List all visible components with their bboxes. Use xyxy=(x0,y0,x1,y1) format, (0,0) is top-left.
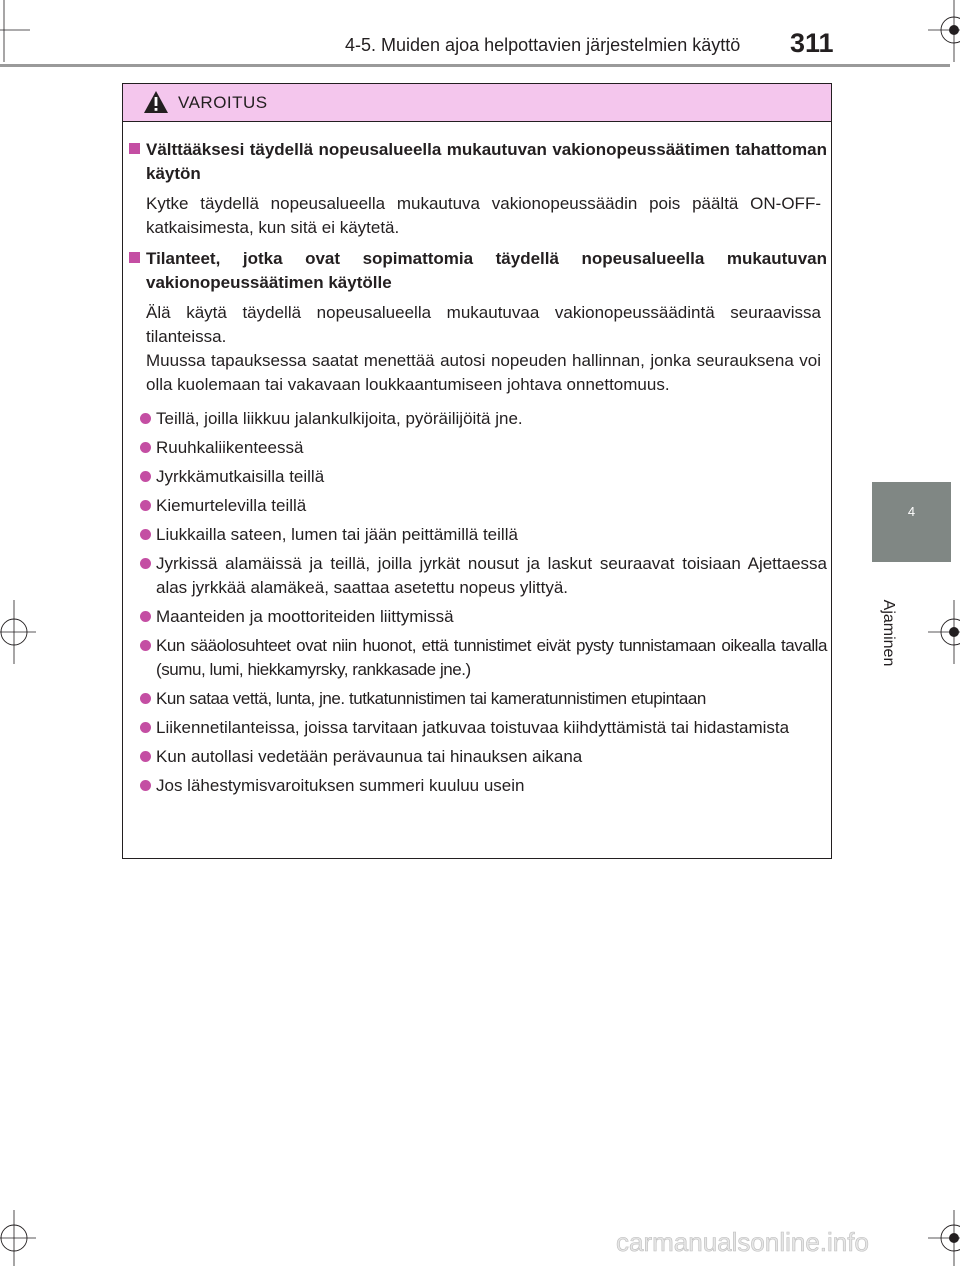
circle-bullet-icon xyxy=(140,774,154,798)
list-item-text: Jyrkkämutkaisilla teillä xyxy=(156,467,325,486)
list-item-text: Kiemurtelevilla teillä xyxy=(156,496,307,515)
section-body xyxy=(129,301,827,397)
crop-mark-bottom-left xyxy=(0,1210,36,1266)
circle-bullet-icon xyxy=(140,716,154,740)
list-item xyxy=(140,716,827,740)
chapter-tab xyxy=(872,482,951,562)
list-item-text: Jyrkissä alamäissä ja teillä, joilla jyrkät nousut ja laskut seuraavat toisiaan Ajettaessa alas jyrkkää alamäkeä, saattaa asetettu nopeus ylittyä. xyxy=(156,554,827,597)
header-section-title: 4-5. Muiden ajoa helpottavien järjestelmien käyttö xyxy=(345,35,741,55)
crop-mark-mid-right xyxy=(928,600,960,664)
section-body xyxy=(129,192,827,240)
section-paragraph: Muussa tapauksessa saatat menettää autosi nopeuden hallinnan, jonka seurauksena voi olla kuolemaan tai vakavaan loukkaantumiseen johtava onnettomuus. xyxy=(146,351,821,394)
square-bullet-icon xyxy=(129,138,142,186)
list-item xyxy=(140,605,827,629)
section-paragraph: Kytke täydellä nopeusalueella mukautuva vakionopeussäädin pois päältä ON-OFF-katkaisimesta, kun sitä ei käytetä. xyxy=(146,194,821,237)
list-item xyxy=(140,407,827,431)
list-item-text: Liikennetilanteissa, joissa tarvitaan jatkuvaa toistuvaa kiihdyttämistä tai hidastamista xyxy=(156,718,790,737)
circle-bullet-icon xyxy=(140,494,154,518)
circle-bullet-icon xyxy=(140,634,154,682)
watermark-logo xyxy=(616,1226,946,1258)
circle-bullet-icon xyxy=(140,523,154,547)
list-item xyxy=(140,774,827,798)
circle-bullet-icon xyxy=(140,687,154,711)
circle-bullet-icon xyxy=(140,605,154,629)
warning-section xyxy=(129,138,827,240)
warning-section xyxy=(129,247,827,798)
warning-content xyxy=(129,138,827,805)
list-item-text: Kun sääolosuhteet ovat niin huonot, että tunnistimet eivät pysty tunnistamaan oikealla tavalla (sumu, lumi, hiekkamyrsky, rankkasade jne.) xyxy=(156,636,827,679)
square-bullet-icon xyxy=(129,247,142,295)
page-number: 311 xyxy=(790,28,834,58)
crop-mark-mid-left xyxy=(0,600,36,664)
list-item-text: Maanteiden ja moottoriteiden liittymissä xyxy=(156,607,454,626)
list-item xyxy=(140,436,827,460)
chapter-number: 4 xyxy=(907,504,916,519)
warning-box xyxy=(122,83,832,859)
chapter-label-text: Ajaminen xyxy=(880,599,897,667)
crop-mark-top-right xyxy=(928,0,960,62)
list-item xyxy=(140,465,827,489)
circle-bullet-icon xyxy=(140,436,154,460)
list-item-text: Kun sataa vettä, lunta, jne. tutkatunnistimen tai kameratunnistimen etupintaan xyxy=(156,689,706,708)
list-item xyxy=(140,745,827,769)
section-heading-row xyxy=(129,138,827,186)
warning-triangle-icon xyxy=(143,90,169,119)
list-item-text: Teillä, joilla liikkuu jalankulkijoita, pyöräilijöitä jne. xyxy=(156,409,523,428)
section-heading: Tilanteet, jotka ovat sopimattomia täydellä nopeusalueella mukautuvan vakionopeussäätimen käytölle xyxy=(146,249,827,292)
circle-bullet-icon xyxy=(140,465,154,489)
circle-bullet-icon xyxy=(140,407,154,431)
list-item xyxy=(140,552,827,600)
section-heading-row xyxy=(129,247,827,295)
bullet-list xyxy=(129,407,827,798)
crop-mark-top-left xyxy=(0,0,30,62)
header-rule xyxy=(0,64,950,67)
list-item-text: Kun autollasi vedetään perävaunua tai hinauksen aikana xyxy=(156,747,583,766)
list-item-text: Jos lähestymisvaroituksen summeri kuuluu usein xyxy=(156,776,525,795)
chapter-label xyxy=(880,599,897,667)
list-item-text: Ruuhkaliikenteessä xyxy=(156,438,304,457)
warning-header xyxy=(123,84,831,122)
list-item xyxy=(140,494,827,518)
list-item xyxy=(140,634,827,682)
list-item xyxy=(140,687,827,711)
list-item-text: Liukkailla sateen, lumen tai jään peittämillä teillä xyxy=(156,525,518,544)
circle-bullet-icon xyxy=(140,745,154,769)
watermark-text: carmanualsonline.info xyxy=(616,1227,869,1257)
circle-bullet-icon xyxy=(140,552,154,600)
section-paragraph: Älä käytä täydellä nopeusalueella mukautuvaa vakionopeussäädintä seuraavissa tilanteissa. xyxy=(146,303,821,346)
section-heading: Välttääksesi täydellä nopeusalueella mukautuvan vakionopeussäätimen tahattoman käytön xyxy=(146,140,827,183)
list-item xyxy=(140,523,827,547)
warning-title: VAROITUS xyxy=(178,93,268,112)
